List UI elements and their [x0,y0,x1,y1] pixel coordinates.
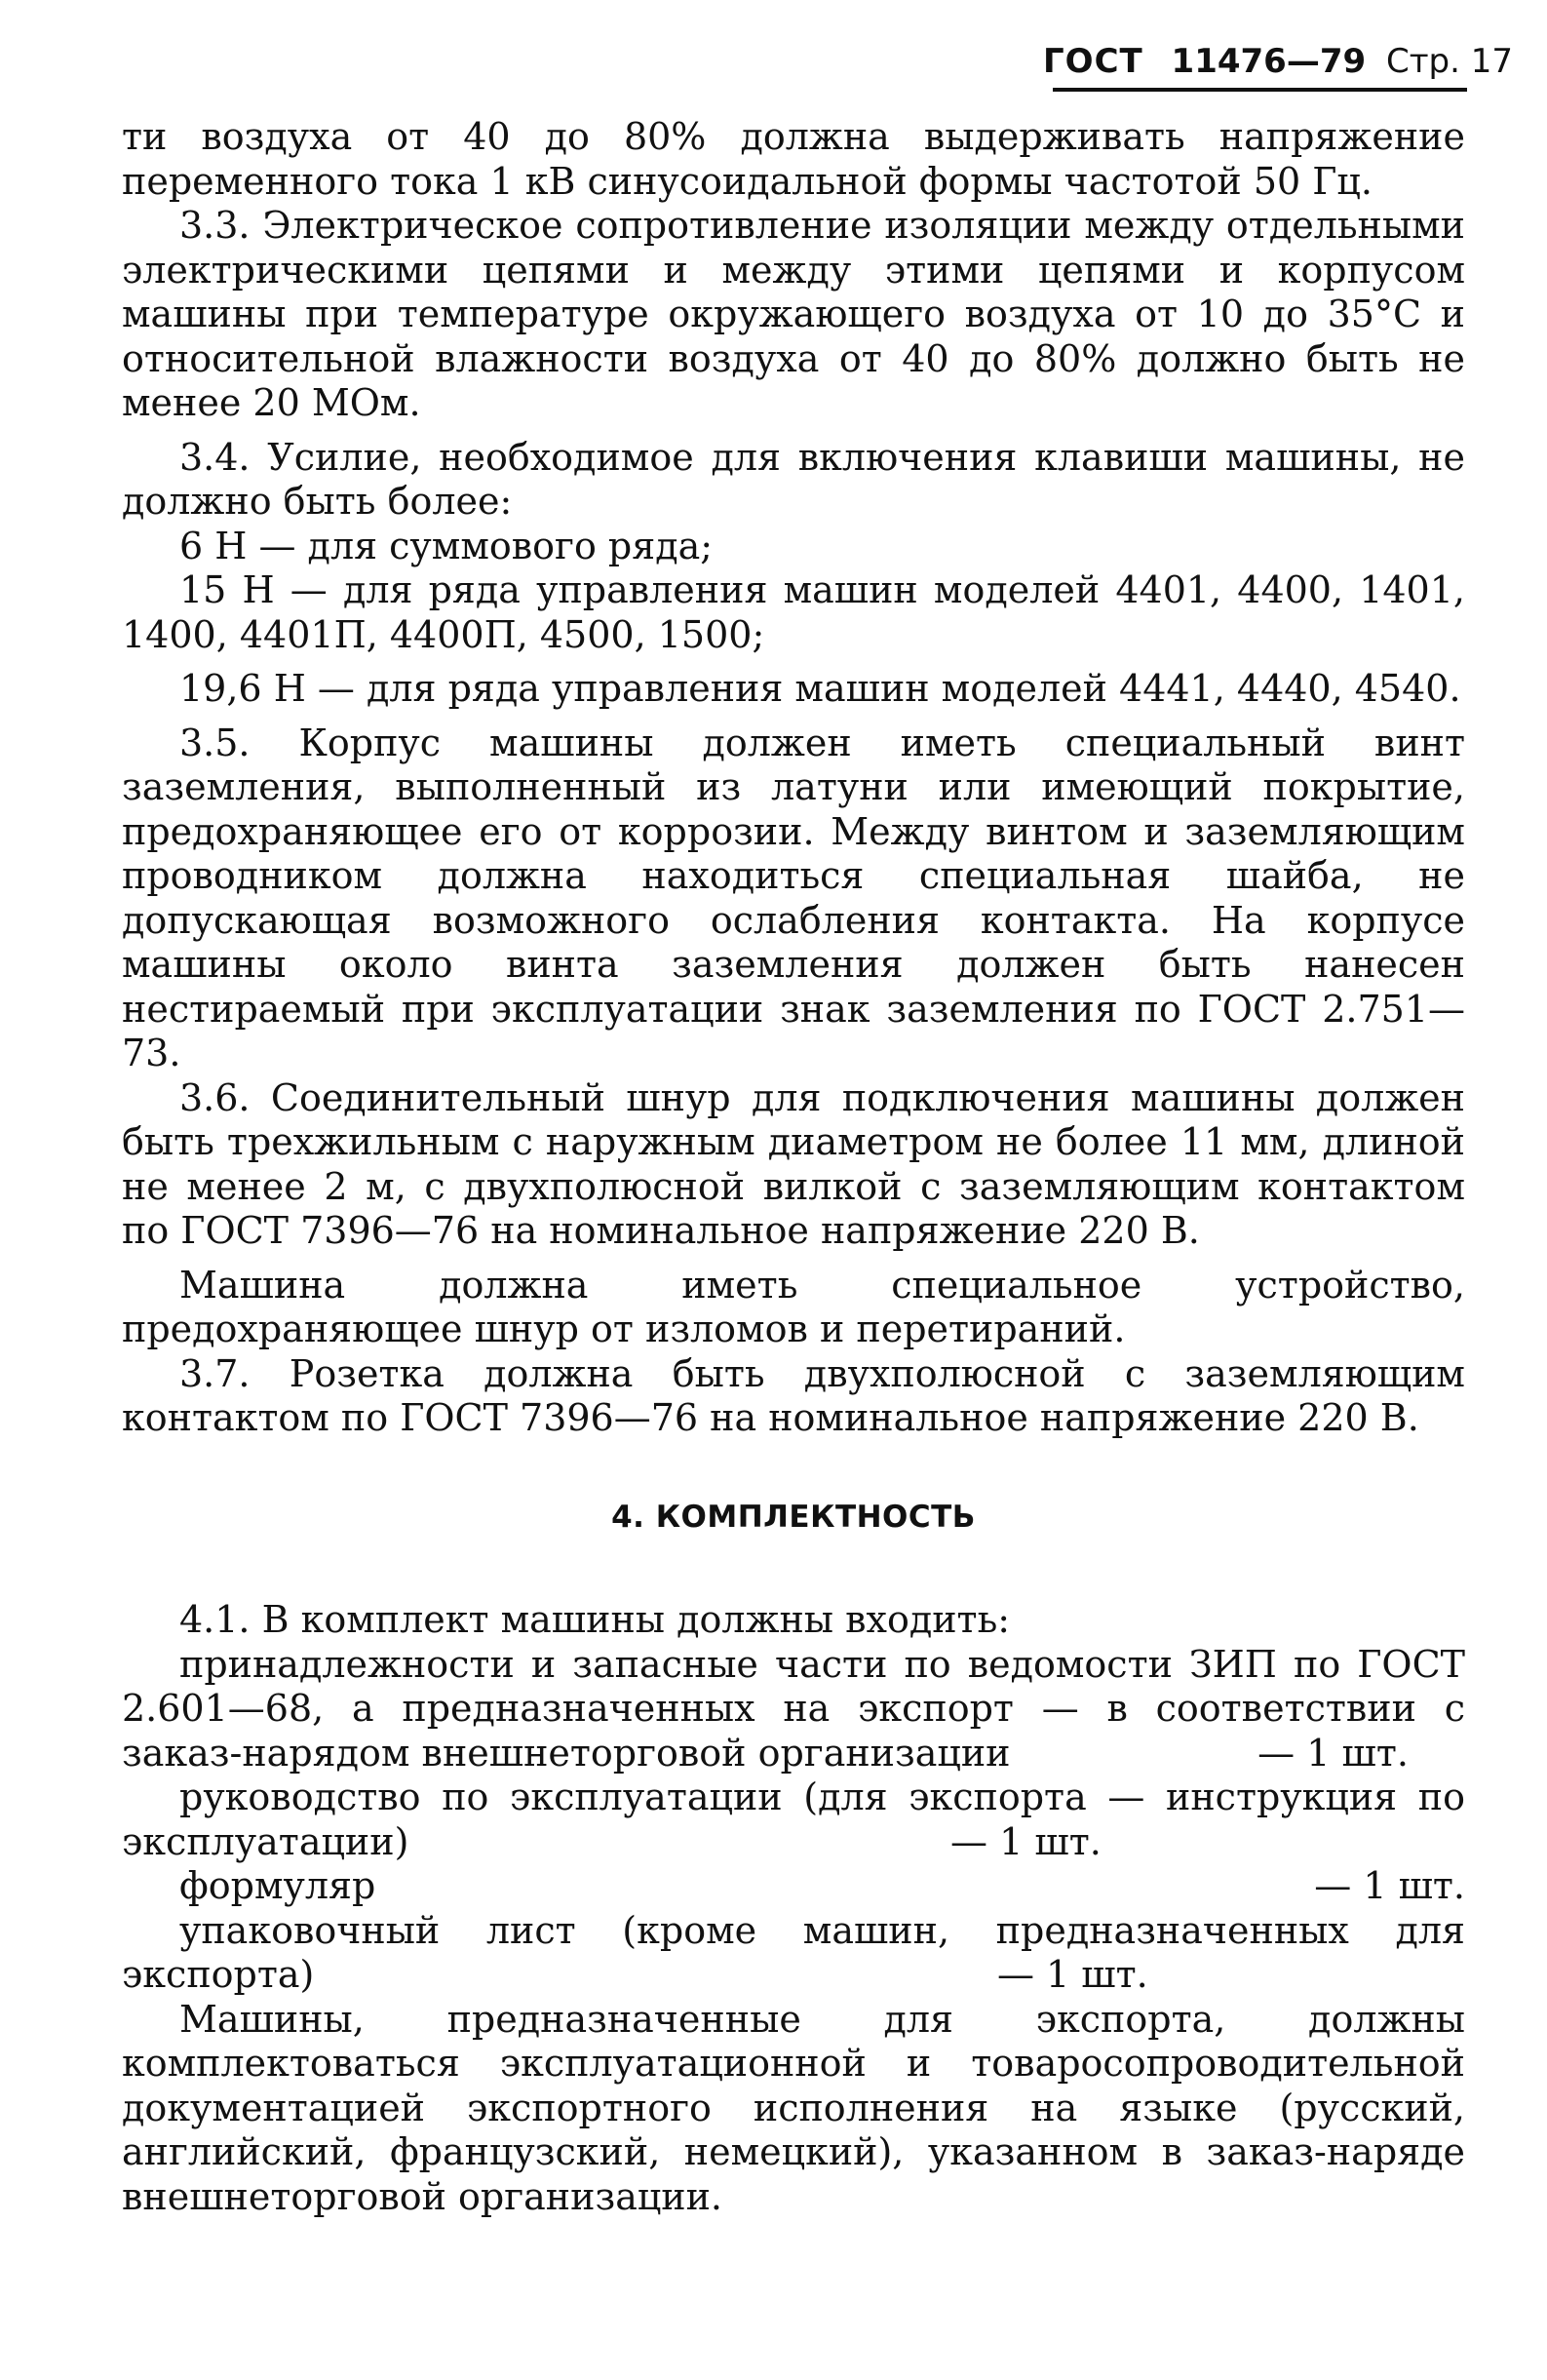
paragraph-3-6: 3.6. Соединительный шнур для подключения машины должен быть трехжильным с наружным диаметром не более 11 мм, длиной не менее 2 м, с двухполюсной вилкой с заземляющим контактом по ГОСТ 7396—76 на номинальное напряжение 220 В. [122,1075,1465,1252]
paragraph-3-4-item-1: 6 Н — для суммового ряда; [179,524,714,567]
paragraph-3-4-item-3: 19,6 Н — для ряда управления машин моделей 4441, 4440, 4540. [179,667,1461,710]
paragraph-3-4-item-2: 15 Н — для ряда управления машин моделей 4401, 4400, 1401, 1400, 4401П, 4400П, 4500, 1500; [122,568,1465,656]
list-item-quantity: — 1 шт. [1314,1864,1465,1907]
page-header [1043,41,1513,82]
paragraph-3-4: 3.4. Усилие, необходимое для включения клавиши машины, не должно быть более: [122,435,1465,523]
document-body [122,115,1465,2219]
paragraph-4-1-closing: Машины, предназначенные для экспорта, должны комплектоваться эксплуатационной и товаросопроводительной документацией экспортного исполнения на языке (русский, английский, французский, немецкий), указанном в заказ-наряде внешнеторговой организации. [122,1997,1465,2218]
paragraph-3-5: 3.5. Корпус машины должен иметь специальный винт заземления, выполненный из латуни или имеющий покрытие, предохраняющее его от коррозии. Между винтом и заземляющим проводником должна находиться специальная шайба, не допускающая возможного ослабления контакта. На корпусе машины около винта заземления должен быть нанесен нестираемый при эксплуатации знак заземления по ГОСТ 2.751—73. [122,721,1465,1074]
paragraph-3-3: 3.3. Электрическое сопротивление изоляции между отдельными электрическими цепями и между этими цепями и корпусом машины при температуре окружающего воздуха от 10 до 35°С и относительной влажности воздуха от 40 до 80% должно быть не менее 20 МОм. [122,204,1465,424]
list-item [122,1909,1465,1998]
paragraph-4-1: 4.1. В комплект машины должны входить: [179,1598,1011,1641]
list-item-text: формуляр [179,1864,376,1907]
list-item-text: упаковочный лист (кроме машин, предназначенных для экспорта) [122,1908,1465,1996]
list-item-quantity [420,1820,1101,1863]
section-title: 4. КОМПЛЕКТНОСТЬ [611,1499,976,1535]
list-item-quantity-value: — 1 шт. [996,1953,1148,1996]
header-standard-number: 11476—79 [1171,42,1367,81]
list-item [122,1864,1465,1909]
list-item-quantity-value: — 1 шт. [1257,1731,1409,1775]
list-item-quantity-value: — 1 шт. [950,1819,1102,1863]
header-page-number: Стр. 17 [1385,42,1513,81]
paragraph-3-7: 3.7. Розетка должна быть двухполюсной с заземляющим контактом по ГОСТ 7396—76 на номинальное напряжение 220 В. [122,1351,1465,1439]
list-item-text: руководство по эксплуатации (для экспорта — инструкция по эксплуатации) [122,1775,1465,1863]
list-item-text: принадлежности и запасные части по ведомости ЗИП по ГОСТ 2.601—68, а предназначенных на экспорт — в соответствии с заказ-нарядом внешнеторговой организации [122,1642,1465,1775]
paragraph-continuation: ти воздуха от 40 до 80% должна выдерживать напряжение переменного тока 1 кВ синусоидальной формы частотой 50 Гц. [122,115,1465,203]
header-rule [1053,88,1467,92]
list-item-quantity [1023,1732,1409,1775]
list-item-quantity [326,1953,1147,1996]
list-item [122,1643,1465,1776]
list-item [122,1775,1465,1864]
paragraph-3-6-note: Машина должна иметь специальное устройство, предохраняющее шнур от изломов и перетираний. [122,1263,1465,1350]
header-standard: ГОСТ [1043,42,1143,81]
